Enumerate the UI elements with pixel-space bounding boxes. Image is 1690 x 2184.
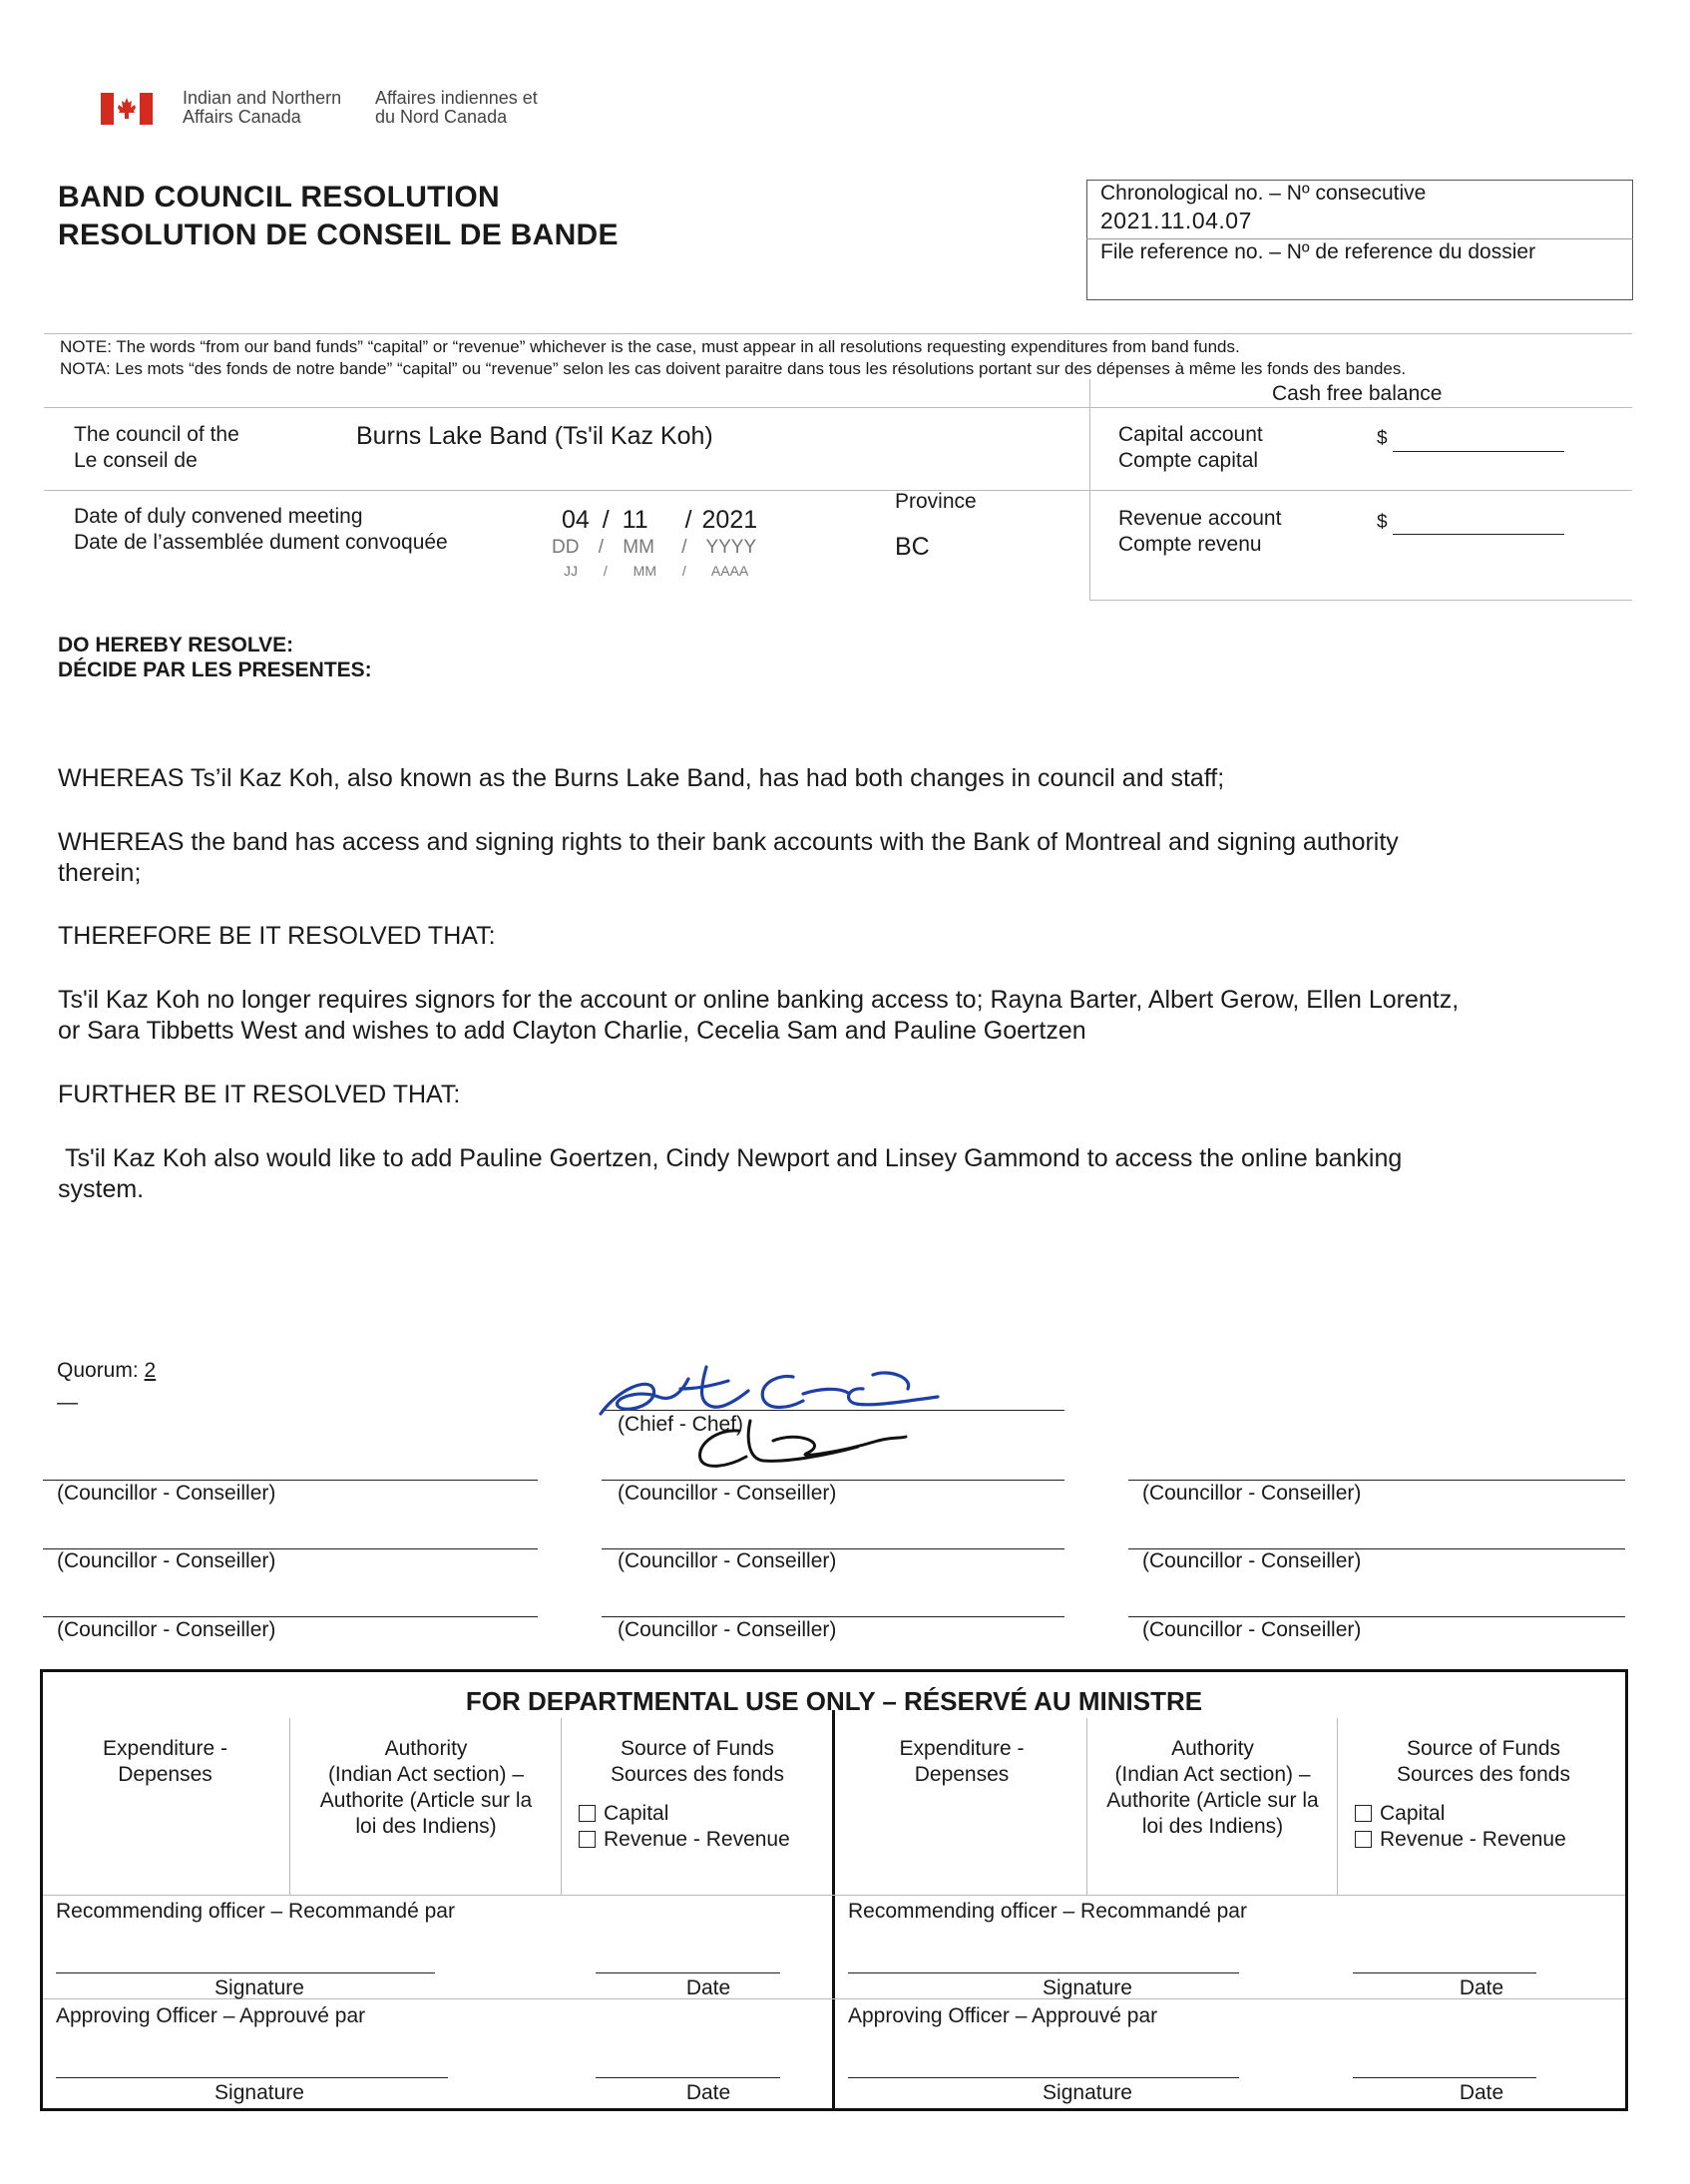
chronological-number[interactable]: 2021.11.04.07 bbox=[1100, 208, 1252, 233]
councillor-7-label: (Councillor - Conseiller) bbox=[57, 1618, 276, 1641]
title-fr: RESOLUTION DE CONSEIL DE BANDE bbox=[58, 218, 619, 251]
signature-caption: Signature bbox=[214, 2081, 304, 2104]
source-of-funds-label-left: Source of Funds Sources des fonds bbox=[611, 1737, 784, 1786]
councillor-2-line[interactable] bbox=[602, 1480, 1064, 1481]
form-title bbox=[58, 179, 619, 254]
checkbox-icon bbox=[1355, 1831, 1372, 1848]
department-name-fr: Affaires indiennes et du Nord Canada bbox=[375, 88, 538, 127]
councillor-8-line[interactable] bbox=[602, 1616, 1064, 1617]
council-label: The council of the Le conseil de bbox=[74, 423, 239, 472]
recommending-date-line-right[interactable] bbox=[1353, 1972, 1536, 1973]
therefore-heading: THEREFORE BE IT RESOLVED THAT: bbox=[58, 922, 496, 950]
expenditure-label-right: Expenditure - Depenses bbox=[899, 1737, 1025, 1786]
title-en: BAND COUNCIL RESOLUTION bbox=[58, 181, 501, 214]
revenue-checkbox-left[interactable]: Revenue - Revenue bbox=[579, 1828, 790, 1852]
recommending-officer-label-right: Recommending officer – Recommandé par bbox=[848, 1900, 1247, 1923]
councillor-3-label: (Councillor - Conseiller) bbox=[1142, 1482, 1362, 1505]
file-reference-value[interactable] bbox=[1100, 267, 1619, 293]
approving-date-line-left[interactable] bbox=[596, 2077, 780, 2078]
councillor-1-label: (Councillor - Conseiller) bbox=[57, 1482, 276, 1505]
authority-label-left: Authority (Indian Act section) – Authorite (Article sur la loi des Indiens) bbox=[319, 1737, 533, 1838]
note-fr: NOTA: Les mots “des fonds de notre bande” “capital” ou “revenue” selon les cas doivent paraitre dans tous les résolutions portant sur des dépenses à même les fonds des bandes. bbox=[60, 359, 1407, 378]
date-day: 04 bbox=[562, 506, 590, 534]
revenue-currency: $ bbox=[1377, 512, 1388, 533]
approving-officer-label-right: Approving Officer – Approuvé par bbox=[848, 2004, 1158, 2027]
revenue-account-label: Revenue account Compte revenu bbox=[1118, 507, 1282, 556]
signature-caption: Signature bbox=[1043, 2081, 1132, 2104]
councillor-1-line[interactable] bbox=[43, 1480, 538, 1481]
checkbox-icon bbox=[579, 1831, 596, 1848]
recommending-signature-line-left[interactable] bbox=[56, 1972, 435, 1973]
revenue-checkbox-right[interactable]: Revenue - Revenue bbox=[1355, 1828, 1566, 1852]
approving-signature-line-left[interactable] bbox=[56, 2077, 448, 2078]
councillor-6-label: (Councillor - Conseiller) bbox=[1142, 1549, 1362, 1572]
recommending-officer-label-left: Recommending officer – Recommandé par bbox=[56, 1900, 455, 1923]
department-name-en: Indian and Northern Affairs Canada bbox=[183, 88, 342, 127]
councillor-handwritten-signature bbox=[678, 1419, 928, 1477]
chief-label: (Chief - Chef) bbox=[618, 1413, 744, 1436]
approving-date-line-right[interactable] bbox=[1353, 2077, 1536, 2078]
canada-flag-icon bbox=[101, 93, 153, 125]
approving-officer-label-left: Approving Officer – Approuvé par bbox=[56, 2004, 366, 2027]
councillor-8-label: (Councillor - Conseiller) bbox=[618, 1618, 837, 1641]
capital-currency: $ bbox=[1377, 428, 1388, 449]
file-reference-label: File reference no. – Nº de reference du dossier bbox=[1100, 240, 1536, 263]
cash-free-balance-label: Cash free balance bbox=[1272, 382, 1443, 405]
capital-amount-field[interactable] bbox=[1393, 451, 1564, 452]
checkbox-icon bbox=[1355, 1805, 1372, 1822]
meeting-date-field[interactable]: 04 / 11 / 2021 bbox=[562, 506, 758, 534]
note-en: NOTE: The words “from our band funds” “capital” or “revenue” whichever is the case, must appear in all resolutions requesting expenditures from band funds. bbox=[60, 337, 1240, 356]
quorum-dash: — bbox=[57, 1391, 78, 1414]
recommending-signature-line-right[interactable] bbox=[848, 1972, 1239, 1973]
source-of-funds-label-right: Source of Funds Sources des fonds bbox=[1397, 1737, 1570, 1786]
resolution-2: Ts'il Kaz Koh also would like to add Pauline Goertzen, Cindy Newport and Linsey Gammond to access the online banking system. bbox=[58, 1144, 1403, 1203]
date-caption: Date bbox=[1459, 1976, 1504, 1999]
councillor-9-label: (Councillor - Conseiller) bbox=[1142, 1618, 1362, 1641]
resolution-1: Ts'il Kaz Koh no longer requires signors for the account or online banking access to; Rayna Barter, Albert Gerow, Ellen Lorentz, or Sara Tibbetts West and wishes to add Clayton Charlie, Cecelia Sam and Pauline Goertzen bbox=[58, 986, 1460, 1045]
date-month: 11 bbox=[622, 506, 648, 534]
signature-caption: Signature bbox=[214, 1976, 304, 1999]
councillor-9-line[interactable] bbox=[1128, 1616, 1625, 1617]
checkbox-icon bbox=[579, 1805, 596, 1822]
quorum-value: 2 bbox=[144, 1359, 157, 1382]
councillor-5-label: (Councillor - Conseiller) bbox=[618, 1549, 837, 1572]
councillor-2-label: (Councillor - Conseiller) bbox=[618, 1482, 837, 1505]
capital-checkbox-left[interactable]: Capital bbox=[579, 1802, 668, 1826]
authority-label-right: Authority (Indian Act section) – Authorite (Article sur la loi des Indiens) bbox=[1106, 1737, 1319, 1838]
council-name-field[interactable]: Burns Lake Band (Ts'il Kaz Koh) bbox=[356, 422, 713, 450]
councillor-7-line[interactable] bbox=[43, 1616, 538, 1617]
councillor-4-label: (Councillor - Conseiller) bbox=[57, 1549, 276, 1572]
recommending-date-line-left[interactable] bbox=[596, 1972, 780, 1973]
date-format-fr: JJ / MM / AAAA bbox=[564, 563, 749, 579]
signature-caption: Signature bbox=[1043, 1976, 1132, 1999]
province-label: Province bbox=[895, 490, 977, 513]
councillor-3-line[interactable] bbox=[1128, 1480, 1625, 1481]
date-caption: Date bbox=[1459, 2081, 1504, 2104]
province-field[interactable]: BC bbox=[895, 533, 930, 561]
capital-checkbox-right[interactable]: Capital bbox=[1355, 1802, 1445, 1826]
capital-account-label: Capital account Compte capital bbox=[1118, 423, 1263, 472]
date-format-en: DD / MM / YYYY bbox=[552, 537, 757, 558]
approving-signature-line-right[interactable] bbox=[848, 2077, 1239, 2078]
meeting-date-label: Date of duly convened meeting Date de l’assemblée dument convoquée bbox=[74, 505, 448, 554]
quorum: Quorum: 2 bbox=[57, 1359, 157, 1382]
date-caption: Date bbox=[685, 1976, 731, 1999]
further-heading: FURTHER BE IT RESOLVED THAT: bbox=[58, 1081, 461, 1108]
chronological-label: Chronological no. – Nº consecutive bbox=[1100, 182, 1427, 205]
date-year: 2021 bbox=[701, 506, 758, 534]
revenue-amount-field[interactable] bbox=[1393, 534, 1564, 535]
whereas-2: WHEREAS the band has access and signing rights to their bank accounts with the Bank of Montreal and signing authority therein; bbox=[58, 828, 1399, 887]
date-caption: Date bbox=[685, 2081, 731, 2104]
resolve-heading: DO HEREBY RESOLVE: DÉCIDE PAR LES PRESENTES: bbox=[58, 634, 372, 681]
departmental-heading: FOR DEPARTMENTAL USE ONLY – RÉSERVÉ AU MINISTRE bbox=[465, 1686, 1203, 1716]
expenditure-label-left: Expenditure - Depenses bbox=[103, 1737, 227, 1786]
whereas-1: WHEREAS Ts’il Kaz Koh, also known as the Burns Lake Band, has had both changes in council and staff; bbox=[58, 764, 1225, 792]
departmental-divider bbox=[832, 1710, 835, 2111]
